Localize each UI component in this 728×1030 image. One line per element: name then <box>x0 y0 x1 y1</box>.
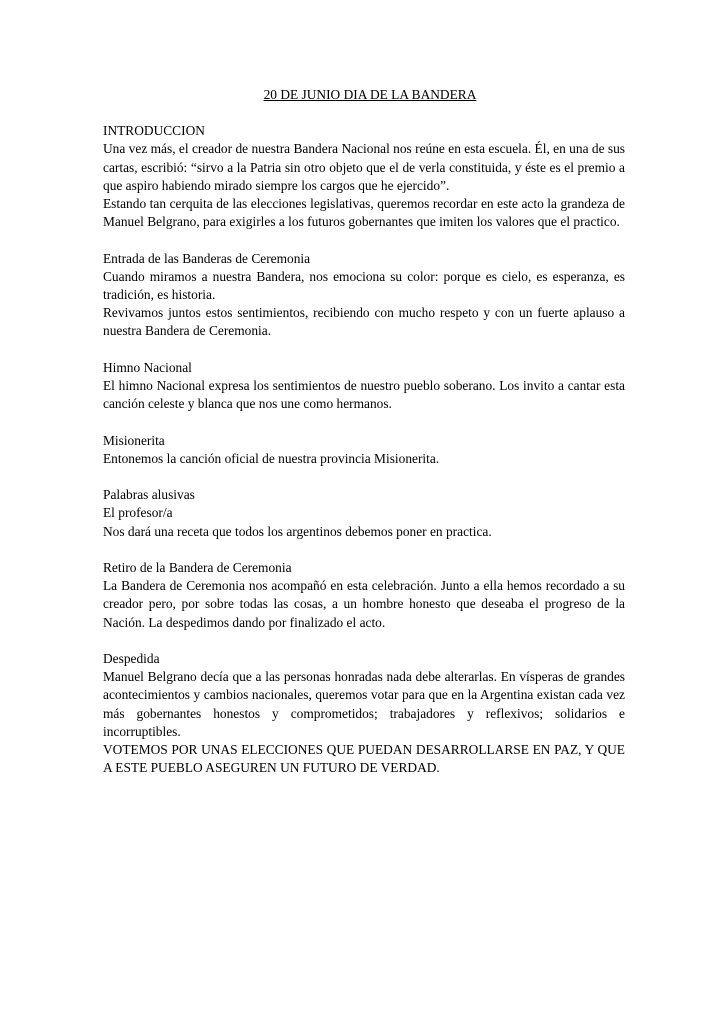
section-despedida <box>103 650 625 777</box>
paragraph: Estando tan cerquita de las elecciones legislativas, queremos recordar en este acto la grandeza de Manuel Belgrano, para exigirles a los futuros gobernantes que imiten los valores que el practico. <box>103 196 625 230</box>
paragraph: Entonemos la canción oficial de nuestra provincia Misionerita. <box>103 450 440 466</box>
paragraph: Manuel Belgrano decía que a las personas honradas nada debe alterarlas. En vísperas de grandes acontecimientos y cambios nacionales, queremos votar para que en la Argentina existan cada vez más gobernantes honestos y comprometidos; trabajadores y reflexivos; solidarios e incorruptibles. <box>103 669 625 739</box>
paragraph: La Bandera de Ceremonia nos acompañó en esta celebración. Junto a ella hemos recordado a su creador pero, por sobre todas las cosas, a un hombre honesto que deseaba el progreso de la Nación. La despedimos dando por finalizado el acto. <box>103 578 625 630</box>
document-page <box>103 86 625 796</box>
section-retiro-bandera <box>103 559 625 632</box>
section-himno-nacional <box>103 359 625 414</box>
section-heading: Palabras alusivas <box>103 487 195 503</box>
section-misionerita <box>103 432 625 468</box>
section-heading: Retiro de la Bandera de Ceremonia <box>103 560 292 575</box>
paragraph: El himno Nacional expresa los sentimientos de nuestro pueblo soberano. Los invito a cantar esta canción celeste y blanca que nos une como hermanos. <box>103 378 625 412</box>
section-introduccion <box>103 122 625 231</box>
section-heading: Himno Nacional <box>103 359 192 375</box>
paragraph: Revivamos juntos estos sentimientos, recibiendo con mucho respeto y con un fuerte aplauso a nuestra Bandera de Ceremonia. <box>103 305 625 339</box>
section-heading: INTRODUCCION <box>103 123 205 139</box>
paragraph: Una vez más, el creador de nuestra Bandera Nacional nos reúne en esta escuela. Él, en una de sus cartas, escribió: “sirvo a la Patria sin otro objeto que el de verla constituida, y éste es el premio a que aspiro habiendo mirado siempre los cargos que he ejercido”. <box>103 141 625 193</box>
section-palabras-alusivas <box>103 486 625 541</box>
paragraph: El profesor/a <box>103 505 173 521</box>
paragraph: Nos dará una receta que todos los argentinos debemos poner en practica. <box>103 523 492 539</box>
section-entrada-banderas <box>103 250 625 341</box>
paragraph: VOTEMOS POR UNAS ELECCIONES QUE PUEDAN DESARROLLARSE EN PAZ, Y QUE A ESTE PUEBLO ASEGUREN UN FUTURO DE VERDAD. <box>103 742 625 776</box>
section-heading: Entrada de las Banderas de Ceremonia <box>103 250 311 266</box>
section-heading: Despedida <box>103 651 160 666</box>
document-title: 20 DE JUNIO DIA DE LA BANDERA <box>263 87 477 102</box>
section-heading: Misionerita <box>103 432 165 448</box>
paragraph: Cuando miramos a nuestra Bandera, nos emociona su color: porque es cielo, es esperanza, es tradición, es historia. <box>103 268 625 303</box>
